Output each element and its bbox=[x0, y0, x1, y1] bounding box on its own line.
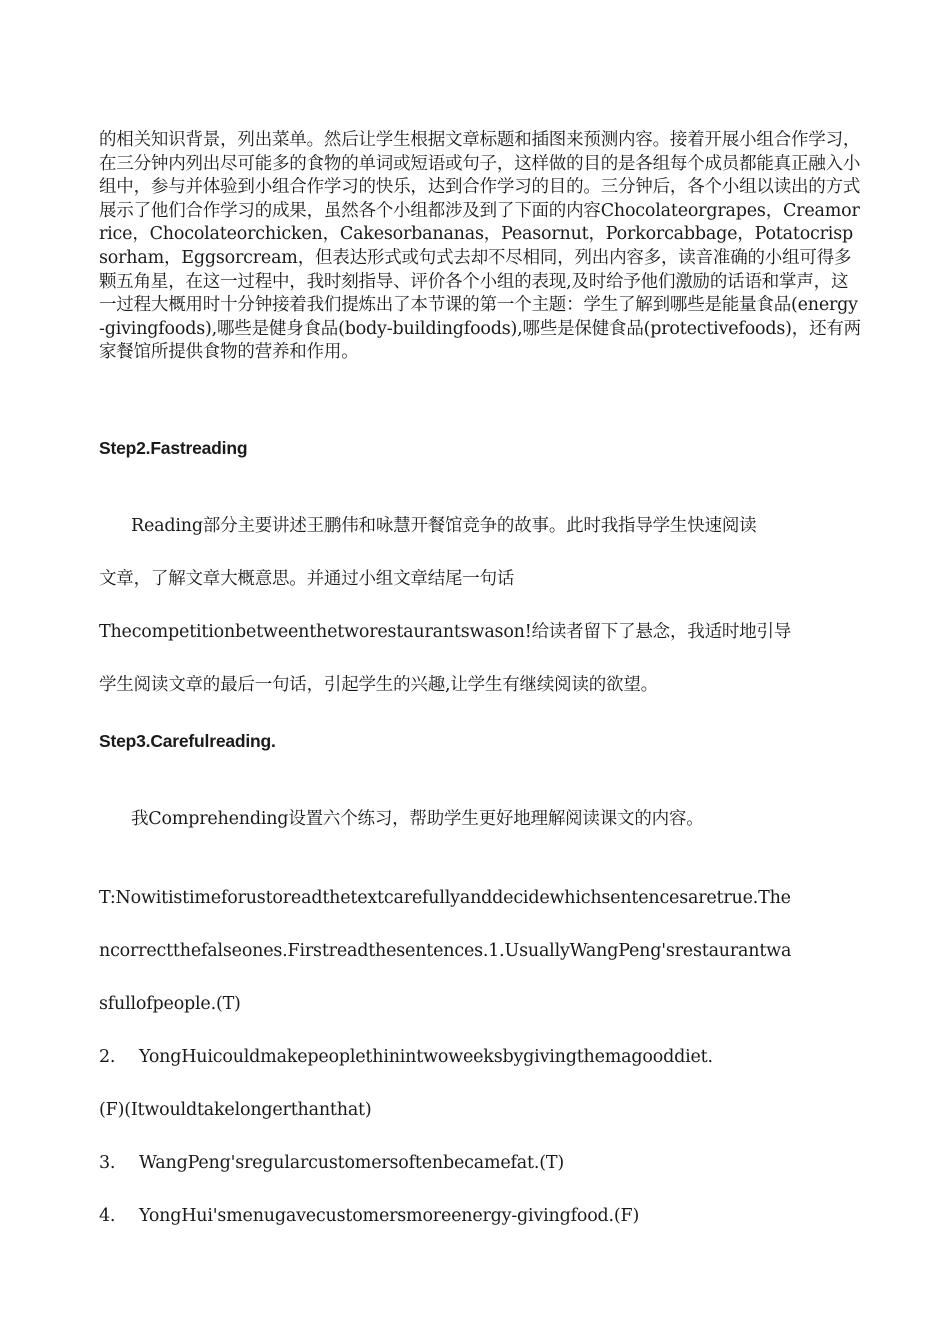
item-text: YongHui'smenugavecustomersmoreenergy-givingfood.(F) bbox=[139, 1206, 640, 1226]
item-text: (F)(Itwouldtakelongerthanthat) bbox=[99, 1100, 372, 1120]
step2-line: 文章，了解文章大概意思。并通过小组文章结尾一句话 bbox=[99, 569, 515, 589]
exercise-item bbox=[99, 1100, 372, 1120]
item-number: 2. bbox=[99, 1047, 116, 1067]
exercise-item bbox=[99, 1047, 713, 1067]
item-number: 3. bbox=[99, 1153, 116, 1173]
step3-heading: Step3.Carefulreading. bbox=[99, 731, 276, 751]
teacher-line: sfullofpeople.(T) bbox=[99, 994, 241, 1014]
exercise-item bbox=[99, 1206, 639, 1226]
step2-line: 学生阅读文章的最后一句话，引起学生的兴趣,让学生有继续阅读的欲望。 bbox=[99, 675, 658, 695]
teacher-line: ncorrectthefalseones.Firstreadthesentences.1.UsuallyWangPeng'srestaurantwa bbox=[99, 941, 792, 961]
step3-intro: 我Comprehending设置六个练习，帮助学生更好地理解阅读课文的内容。 bbox=[131, 809, 704, 829]
teacher-line: T:Nowitistimeforustoreadthetextcarefullyanddecidewhichsentencesaretrue.The bbox=[99, 888, 791, 908]
step2-heading: Step2.Fastreading bbox=[99, 438, 248, 458]
item-number: 4. bbox=[99, 1206, 116, 1226]
exercise-item bbox=[99, 1153, 564, 1173]
item-text: YongHuicouldmakepeoplethinintwoweeksbygivingthemagooddiet. bbox=[139, 1047, 713, 1067]
intro-paragraph: 的相关知识背景，列出菜单。然后让学生根据文章标题和插图来预测内容。接着开展小组合作学习，在三分钟内列出尽可能多的食物的单词或短语或句子，这样做的目的是各组每个成员都能真正融入小组中，参与并体验到小组合作学习的快乐，达到合作学习的目的。三分钟后，各个小组以读出的方式展示了他们合作学习的成果，虽然各个小组都涉及到了下面的内容Chocolateorgrapes，Creamorrice，Chocolateorchicken，Cakesorbananas，Peasornut，Porkorcabbage，Potatocrispsorham，Eggsorcream，但表达形式或句式去却不尽相同，列出内容多，读音准确的小组可得多颗五角星，在这一过程中，我时刻指导、评价各个小组的表现,及时给予他们激励的话语和掌声，这一过程大概用时十分钟接着我们提炼出了本节课的第一个主题：学生了解到哪些是能量食品(energy-givingfoods),哪些是健身食品(body-buildingfoods),哪些是保健食品(protectivefoods)，还有两家餐馆所提供食物的营养和作用。 bbox=[99, 130, 861, 363]
item-text: WangPeng'sregularcustomersoftenbecamefat.(T) bbox=[139, 1153, 564, 1173]
step2-line: Thecompetitionbetweenthetworestaurantswason!给读者留下了悬念，我适时地引导 bbox=[99, 622, 792, 642]
step2-line: Reading部分主要讲述王鹏伟和咏慧开餐馆竞争的故事。此时我指导学生快速阅读 bbox=[131, 516, 757, 536]
